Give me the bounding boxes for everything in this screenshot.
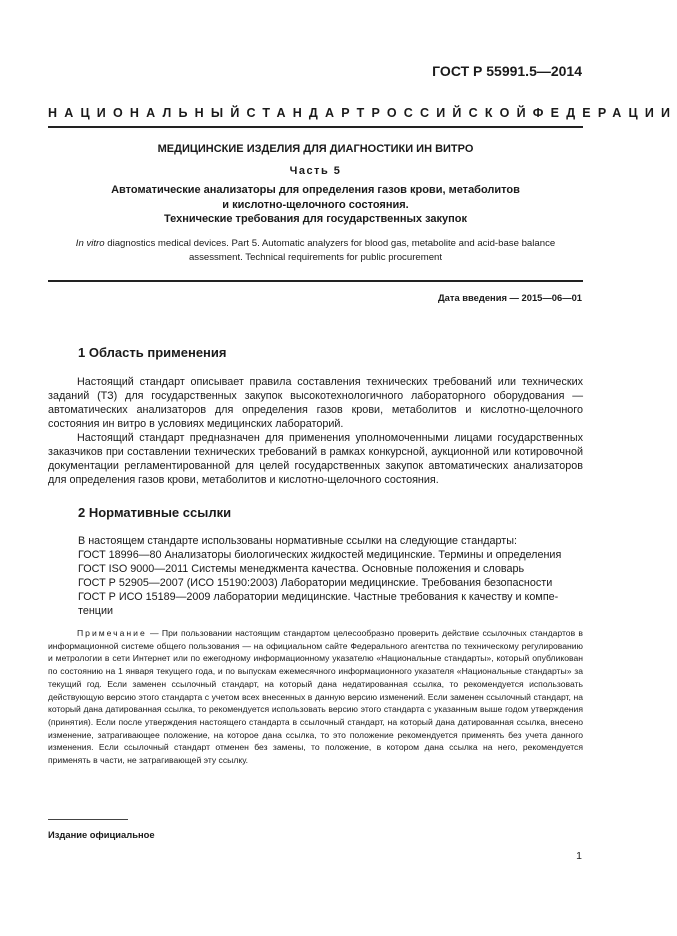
subtitle-line: Технические требования для государственных закупок [163, 213, 468, 225]
reference-item: ГОСТ ISO 9000—2011 Системы менеджмента качества. Основные положения и словарь [78, 563, 525, 575]
footer-rule [48, 819, 128, 820]
english-title [48, 237, 583, 265]
introduction-date: Дата введения — 2015—06—01 [437, 292, 582, 303]
reference-item: ГОСТ 18996—80 Анализаторы биологических жидкостей медицинские. Термины и определения [78, 549, 562, 561]
national-standard-banner [48, 106, 677, 120]
subtitle-line: и кислотно-щелочного состояния. [222, 198, 409, 211]
banner-word: ФЕДЕРАЦИИ [532, 106, 677, 120]
references-note [48, 627, 583, 767]
title-rule [48, 280, 583, 282]
banner-word: РОССИЙСКОЙ [371, 106, 533, 120]
reference-item: ГОСТ Р 52905—2007 (ИСО 15190:2003) Лаборатории медицинские. Требования безопасности [78, 577, 553, 589]
section-heading-references: 2 Нормативные ссылки [78, 505, 232, 520]
page-number: 1 [576, 850, 582, 862]
header-rule [48, 126, 583, 128]
english-title-italic: In vitro [75, 238, 105, 249]
official-edition-label: Издание официальное [48, 829, 155, 840]
paragraph: Настоящий стандарт предназначен для применения уполномоченными лицами государственных заказчиков при составлении технических требований в рамках конкурсной, аукционной или котировочной документации регламентированной для целей государственных закупок автоматических анализаторов для определения газов крови, метаболитов и кислотно-щелочного состояния. [48, 432, 583, 486]
section-heading-scope: 1 Область применения [78, 345, 227, 360]
document-number: ГОСТ Р 55991.5—2014 [432, 63, 582, 79]
english-title-text: diagnostics medical devices. Part 5. Automatic analyzers for blood gas, metabolite and acid-base balance [104, 238, 556, 249]
part-label: Часть 5 [289, 165, 342, 177]
english-title-line: assessment. Technical requirements for public procurement [188, 252, 443, 263]
banner-word: НАЦИОНАЛЬНЫЙ [48, 106, 247, 120]
note-paragraph [48, 627, 583, 767]
banner-word: СТАНДАРТ [246, 106, 372, 120]
note-text: — При пользовании настоящим стандартом целесообразно проверить действие ссылочных стандартов в информационной системе общего пользования — на официальном сайте Федерального агентства по техническому регулированию и метрологии в сети Интернет или по ежегодному информационному указателю «Национальные стандарты», который опубликован по состоянию на 1 января текущего года, и по выпускам ежемесячного информационного указателя «Национальные стандарты» за текущий год. Если заменен ссылочный стандарт, на который дана недатированная ссылка, то рекомендуется использовать действующую версию этого стандарта с учетом всех внесенных в данную версию изменений. Если заменен ссылочный стандарт, на который дана датированная ссылка, то рекомендуется использовать версию этого стандарта с указанным выше годом утверждения (принятия). Если после утверждения настоящего стандарта в ссылочный стандарт, на который дана датированная ссылка, внесено изменение, затрагивающее положение, на которое дана ссылка, то это положение рекомендуется применять без учета данного изменения. Если ссылочный стандарт отменен без замены, то положение, в котором дана ссылка на него, рекомендуется применять в части, не затрагивающей эту ссылку. [48, 628, 583, 766]
reference-item: тенции [78, 605, 114, 617]
english-title-line [48, 237, 583, 251]
reference-item: ГОСТ Р ИСО 15189—2009 лаборатории медицинские. Частные требования к качеству и компе- [78, 591, 559, 603]
document-title: МЕДИЦИНСКИЕ ИЗДЕЛИЯ ДЛЯ ДИАГНОСТИКИ ИН ВИТРО [157, 143, 474, 155]
document-subtitle [48, 183, 583, 227]
note-label: Примечание [77, 628, 147, 638]
references-intro: В настоящем стандарте использованы нормативные ссылки на следующие стандарты: [78, 535, 517, 547]
subtitle-line: Автоматические анализаторы для определения газов крови, метаболитов [111, 184, 520, 196]
paragraph: Настоящий стандарт описывает правила составления технических требований или технических заданий (ТЗ) для государственных закупок высокотехнологичного лабораторного оборудования — автоматических анализаторов для определения газов крови, метаболитов и кислотно-щелочного состояния ин витро в условиях медицинских лабораторий. [48, 376, 583, 430]
scope-text [48, 375, 583, 487]
